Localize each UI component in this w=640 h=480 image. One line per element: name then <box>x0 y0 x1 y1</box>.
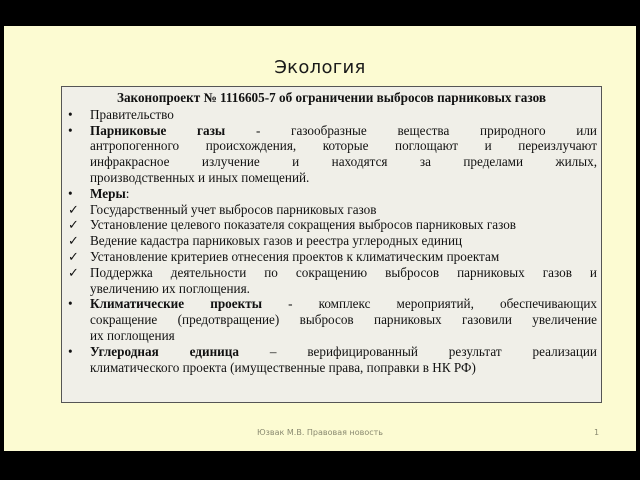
item-term: Меры <box>90 185 126 201</box>
bullet-icon: • <box>68 106 73 122</box>
item-text: Правительство <box>90 106 174 122</box>
list-item <box>66 123 597 186</box>
item-line: их поглощения <box>90 327 175 343</box>
list-item <box>66 344 597 376</box>
item-line: сокращение (предотвращение) выбросов парниковых газовили увеличение <box>90 312 597 328</box>
slide-title: Экология <box>274 57 366 78</box>
item-text: – верифицированный результат реализации <box>238 343 597 359</box>
list-item <box>66 186 597 202</box>
bill-heading: Законопроект № 1116605-7 об ограничении выбросов парниковых газов <box>116 90 546 105</box>
slide <box>4 26 636 451</box>
item-line: климатического проекта (имущественные права, поправки в НК РФ) <box>90 359 476 375</box>
item-text: - газообразные вещества природного или <box>225 122 597 138</box>
bullet-icon: • <box>68 296 73 312</box>
item-term: Климатические проекты <box>90 296 262 312</box>
list-item <box>66 249 597 265</box>
item-line: антропогенного происхождения, которые поглощают и переизлучают <box>90 138 597 154</box>
item-text: Установление целевого показателя сокращения выбросов парниковых газов <box>90 217 517 233</box>
bullet-icon: • <box>68 122 73 138</box>
content-box <box>61 86 602 403</box>
bullet-icon: • <box>68 185 73 201</box>
item-line <box>90 296 597 312</box>
list-item <box>66 296 597 343</box>
checkmark-icon: ✓ <box>68 201 80 217</box>
item-line: инфракрасное излучение и находятся за пределами жилых, <box>90 154 597 170</box>
item-term: Углеродная единица <box>90 343 239 359</box>
list-item <box>66 107 597 123</box>
list-item <box>66 233 597 249</box>
item-line <box>90 123 597 139</box>
checkmark-icon: ✓ <box>68 217 80 233</box>
checkmark-icon: ✓ <box>68 264 80 280</box>
item-line <box>90 344 597 360</box>
item-text: Государственный учет выбросов парниковых газов <box>90 201 377 217</box>
item-line: Поддержка деятельности по сокращению выбросов парниковых газов и <box>90 264 597 280</box>
item-term: Парниковые газы <box>90 122 226 138</box>
list-item <box>66 265 597 297</box>
list-item <box>66 202 597 218</box>
checkmark-icon: ✓ <box>68 233 80 249</box>
item-text: Установление критериев отнесения проектов к климатическим проектам <box>90 248 500 264</box>
list-item <box>66 217 597 233</box>
page-number: 1 <box>594 428 600 437</box>
item-line: производственных и иных помещений. <box>90 169 310 185</box>
checkmark-icon: ✓ <box>68 248 80 264</box>
bullet-icon: • <box>68 343 73 359</box>
item-text: - комплекс мероприятий, обеспечивающих <box>262 296 597 312</box>
item-text: : <box>125 185 130 201</box>
item-text: Ведение кадастра парниковых газов и реестра углеродных единиц <box>90 233 463 249</box>
item-line: увеличению их поглощения. <box>90 280 250 296</box>
footer-author: Юзвак М.В. Правовая новость <box>257 428 383 437</box>
